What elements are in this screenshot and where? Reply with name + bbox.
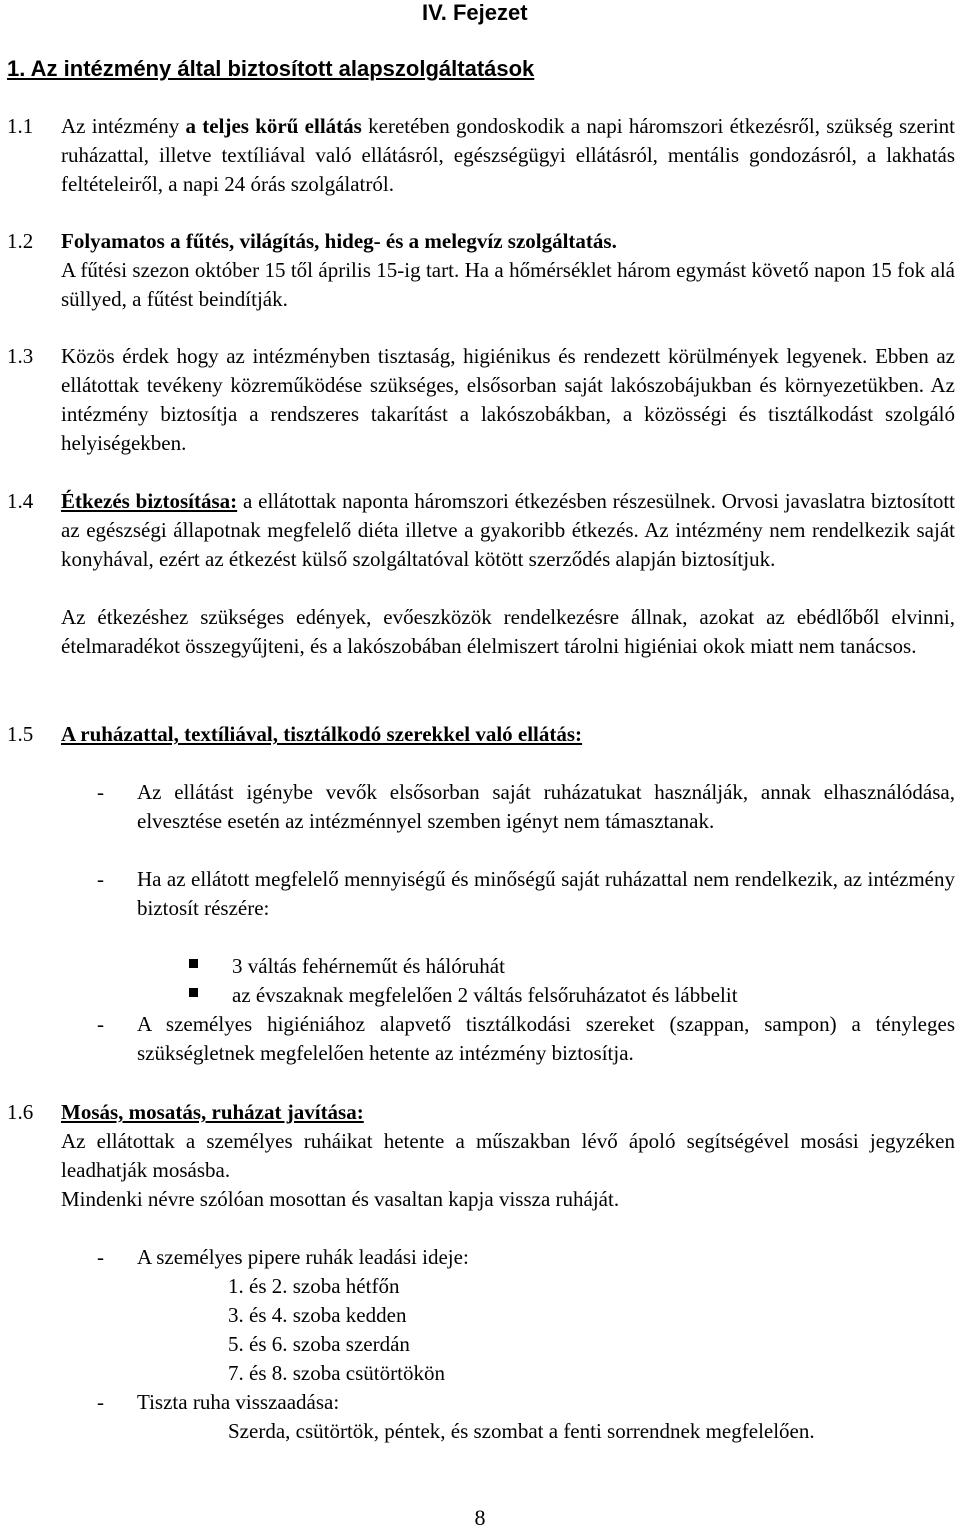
square-bullet-icon — [189, 959, 198, 968]
schedule-line: 3. és 4. szoba kedden — [228, 1303, 407, 1327]
paragraph-1-1: Az intézmény a teljes körű ellátás keretében gondoskodik a napi háromszori étkezésről, szükség szerint ruházattal, illetve textíliával való ellátásról, egészségügyi ellátásról, mentális gondozásról, a lakhatás feltételeiről, a napi 24 órás szolgálatról. — [61, 114, 955, 196]
section-number: 1.6 — [7, 1100, 34, 1124]
list-item: A személyes higiéniához alapvető tisztálkodási szereket (szappan, sampon) a tényleges szükségletnek megfelelően hetente az intézmény biztosítja. — [137, 1012, 955, 1065]
paragraph-1-4-b: Az étkezéshez szükséges edények, evőeszközök rendelkezésre állnak, azokat az ebédlőből elvinni, ételmaradékot összegyűjteni, és a lakószobában élelmiszert tárolni higiéniai okok miatt nem tanácsos. — [61, 605, 955, 658]
section-number: 1.2 — [7, 229, 34, 253]
section-number: 1.3 — [7, 344, 34, 368]
paragraph-1-3: Közös érdek hogy az intézményben tisztaság, higiénikus és rendezett körülmények legyenek. Ebben az ellátottak tevékeny közreműködése szükséges, elsősorban saját lakószobájukban és környezetükben. Az intézmény biztosítja a rendszeres takarítást a lakószobákban, a közösségi és tisztálkodást szolgáló helyiségekben. — [61, 344, 955, 455]
schedule-line: 7. és 8. szoba csütörtökön — [228, 1361, 445, 1385]
dash-marker: - — [97, 1245, 104, 1269]
heading-1-2: Folyamatos a fűtés, világítás, hideg- és a melegvíz szolgáltatás. — [61, 229, 617, 253]
paragraph-1-4: Étkezés biztosítása: a ellátottak naponta háromszori étkezésben részesülnek. Orvosi javaslatra biztosított az egészségi állapotnak megfelelő diéta illetve a gyakoribb étkezés. Az intézmény nem rendelkezik saját konyhával, ezért az étkezést külső szolgáltatóval kötött szerződés alapján biztosítjuk. — [61, 489, 956, 571]
chapter-title: IV. Fejezet — [422, 0, 528, 25]
dash-marker: - — [97, 1390, 104, 1414]
list-item: Tiszta ruha visszaadása: — [137, 1390, 340, 1414]
page-number: 8 — [474, 1505, 486, 1530]
dash-marker: - — [97, 867, 104, 891]
paragraph-1-6-b: Mindenki névre szólóan mosottan és vasaltan kapja vissza ruháját. — [61, 1187, 620, 1211]
bullet-item: az évszaknak megfelelően 2 váltás felsőruházatot és lábbelit — [232, 983, 738, 1007]
square-bullet-icon — [189, 988, 198, 997]
section-number: 1.5 — [7, 722, 34, 746]
paragraph-1-2: A fűtési szezon október 15 től április 15-ig tart. Ha a hőmérséklet három egymást követő napon 15 fok alá süllyed, a fűtést beindítják. — [61, 258, 955, 311]
heading-1-4: Étkezés biztosítása: — [61, 489, 238, 513]
section-title: 1. Az intézmény által biztosított alapszolgáltatások — [7, 56, 535, 81]
heading-1-5: A ruházattal, textíliával, tisztálkodó szerekkel való ellátás: — [61, 722, 583, 746]
emphasis: a teljes körű ellátás — [185, 114, 362, 138]
section-number: 1.1 — [7, 114, 34, 138]
list-item: Ha az ellátott megfelelő mennyiségű és minőségű saját ruházattal nem rendelkezik, az intézmény biztosít részére: — [137, 867, 955, 920]
schedule-line: 5. és 6. szoba szerdán — [228, 1332, 410, 1356]
dash-marker: - — [97, 780, 104, 804]
paragraph-1-6: Az ellátottak a személyes ruháikat hetente a műszakban lévő ápoló segítségével mosási jegyzéken leadhatják mosásba. — [61, 1129, 955, 1182]
list-item: Az ellátást igénybe vevők elsősorban saját ruházatukat használják, annak elhasználódása, elvesztése esetén az intézménnyel szemben igényt nem támasztanak. — [137, 780, 955, 833]
heading-1-6: Mosás, mosatás, ruházat javítása: — [61, 1100, 364, 1124]
return-days-line: Szerda, csütörtök, péntek, és szombat a fenti sorrendnek megfelelően. — [228, 1419, 815, 1443]
list-item: A személyes pipere ruhák leadási ideje: — [137, 1245, 469, 1269]
dash-marker: - — [97, 1012, 104, 1036]
bullet-item: 3 váltás fehérneműt és hálóruhát — [232, 954, 505, 978]
schedule-line: 1. és 2. szoba hétfőn — [228, 1274, 400, 1298]
section-number: 1.4 — [7, 489, 34, 513]
